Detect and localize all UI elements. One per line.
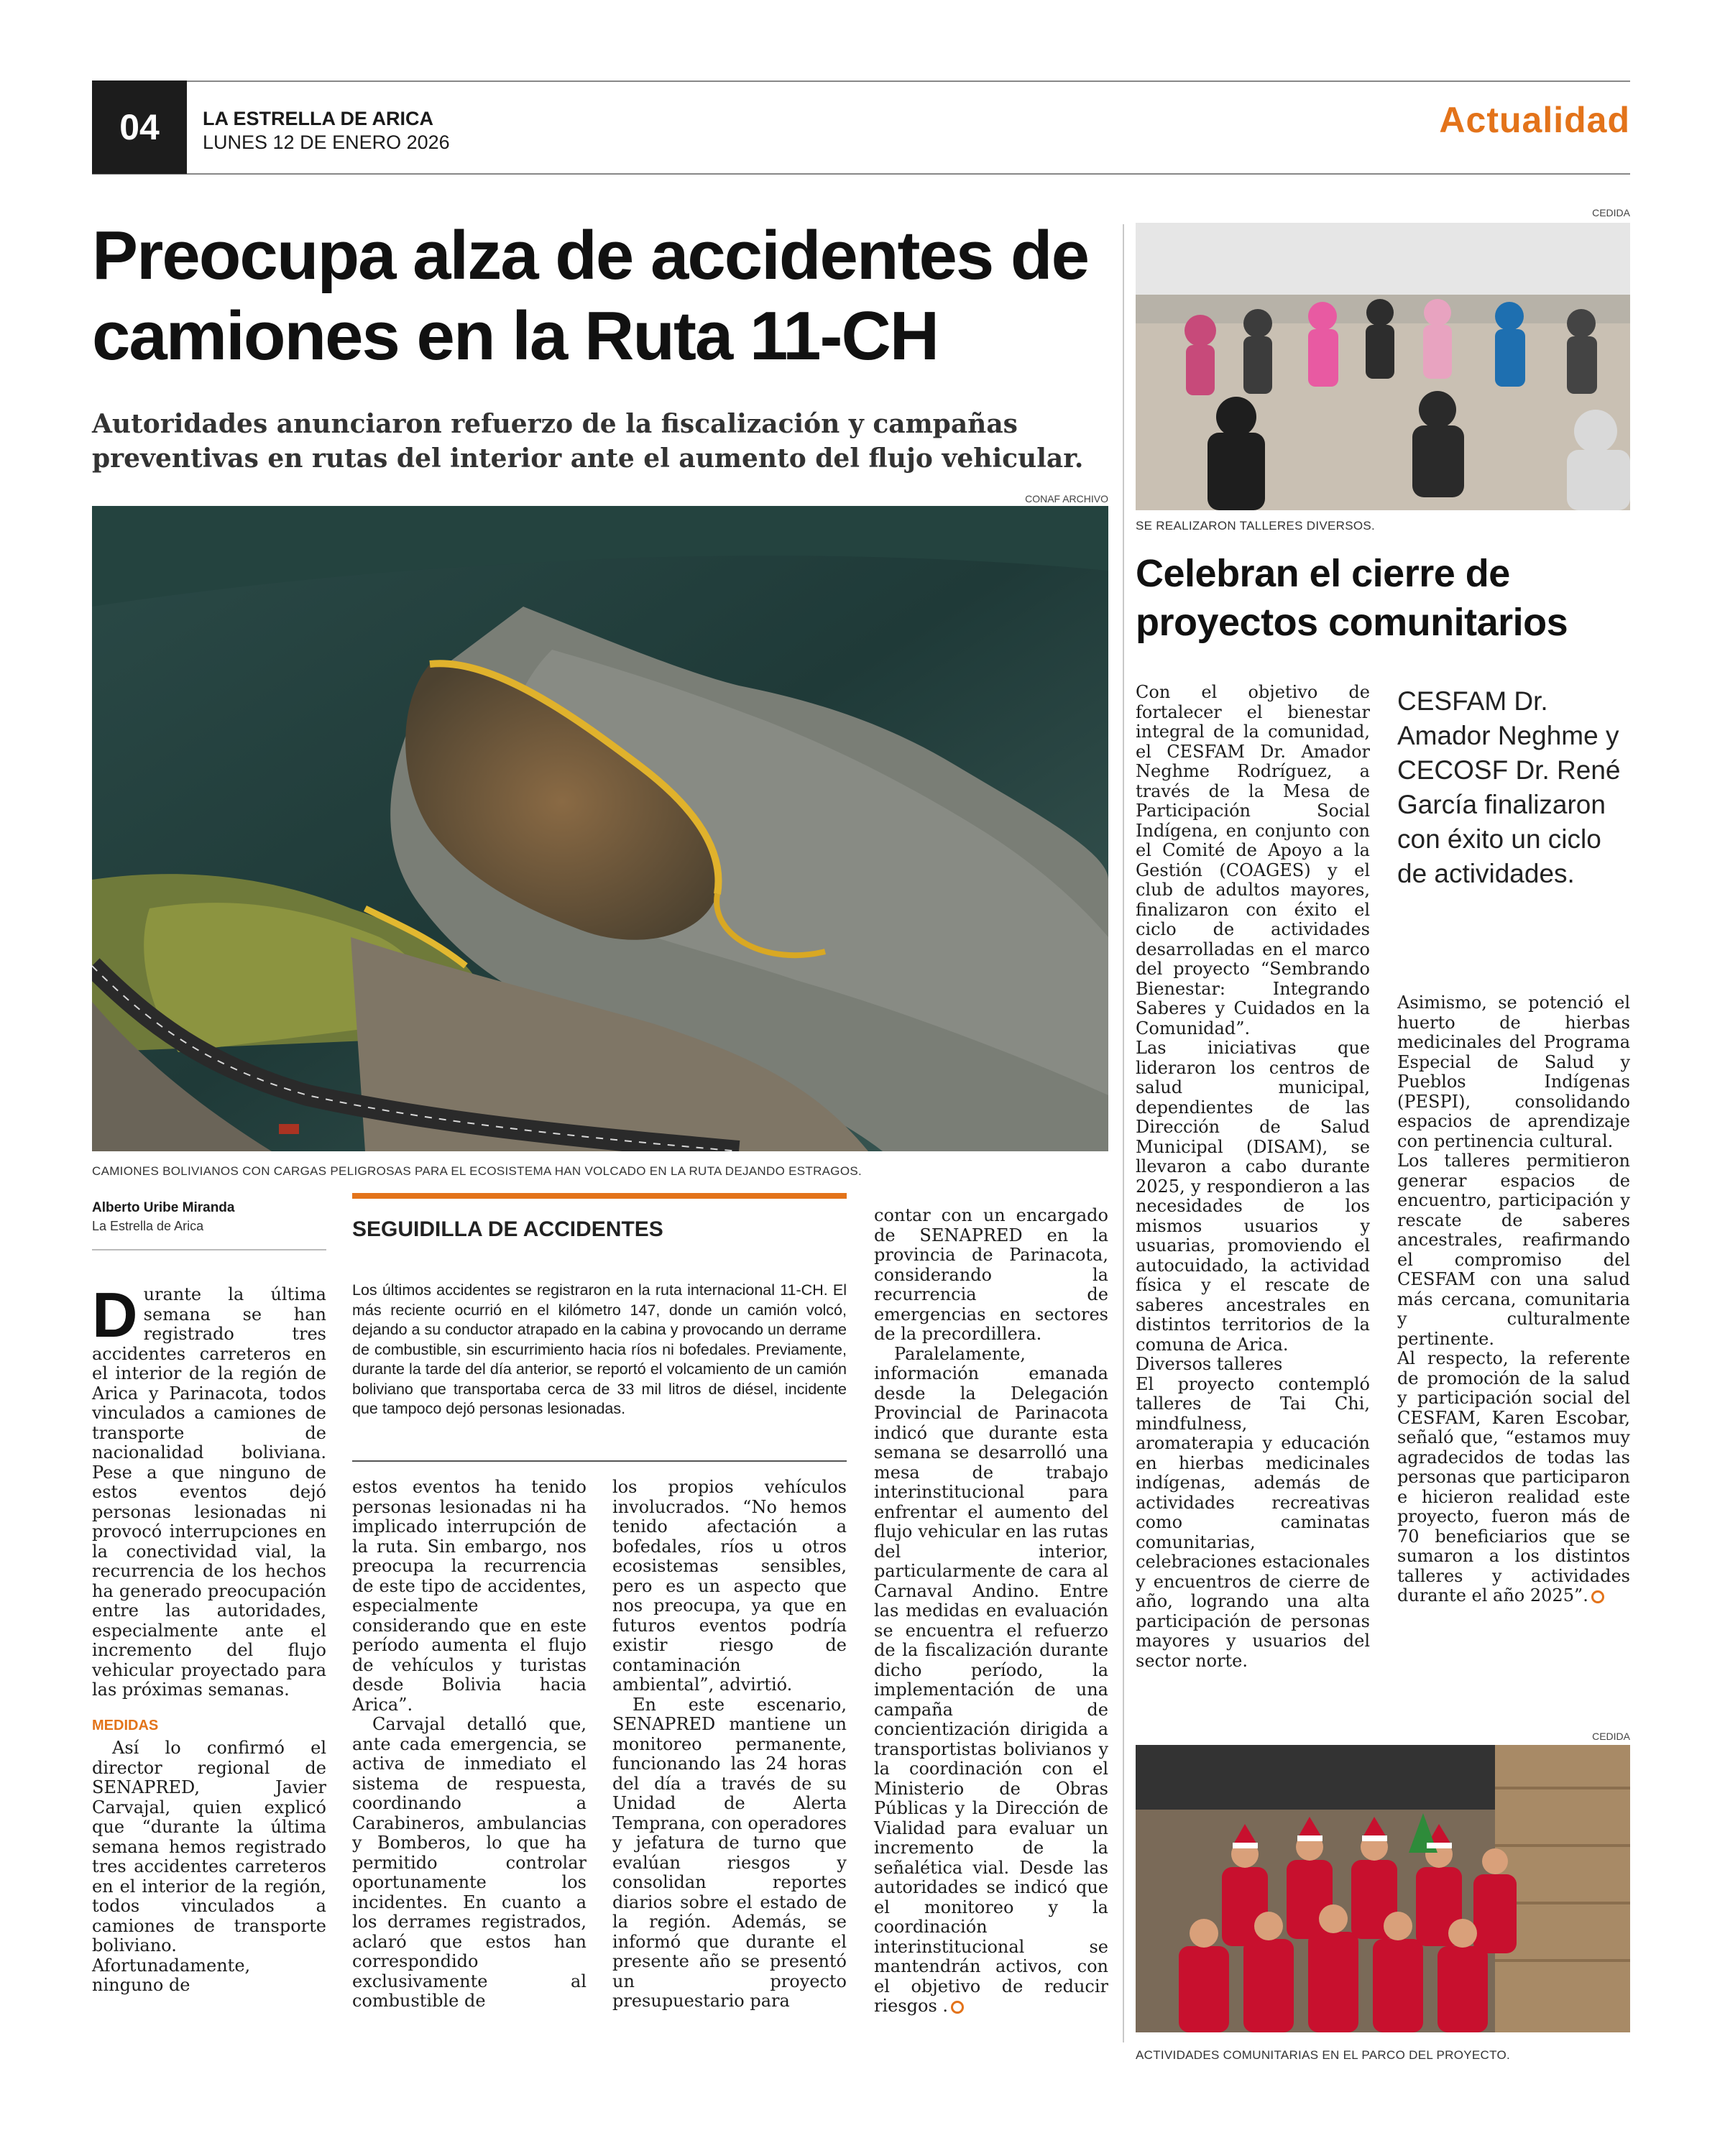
page-number: 04 [92, 80, 187, 174]
side-pull-quote: CESFAM Dr. Amador Neghme y CECOSF Dr. René García finalizaron con éxito un ciclo de actividades. [1397, 686, 1621, 888]
author-outlet: La Estrella de Arica [92, 1219, 204, 1233]
end-of-article-icon [951, 2001, 964, 2014]
author-name: Alberto Uribe Miranda [92, 1200, 235, 1215]
side-headline: Celebran el cierre de proyectos comunitarios [1136, 552, 1568, 644]
main-paragraph-8: Paralelamente, información emanada desde la Delegación Provincial de Parinacota indicó que durante esta semana se desarrolló una mesa de trabajo interinstitucional para enfrentar el aumento del flujo vehicular en las rutas del interior, particularmente de cara al Carnaval Andino. Entre las medidas en evaluación se encuentra el refuerzo de la fiscalización durante dicho período, la implementación de una campaña de concientización dirigida a transportistas bolivianos y la coordinación con el Ministerio de Obras Públicas y la Dirección de Vialidad para evaluar un incremento de la señalética vial. Desde las autoridades se indicó que el monitoreo y la coordinación interinstitucional se mantendrán activos, con el objetivo de reducir riesgos . [874, 1343, 1108, 2016]
main-paragraph-2: Así lo confirmó el director regional de SENAPRED, Javier Carvajal, quien explicó que “durante la última semana hemos registrado tres accidentes carreteros en el interior de la región, todos vinculados a camiones de transporte boliviano. Afortunadamente, ninguno de [92, 1738, 326, 1995]
main-headline: Preocupa alza de accidentes de camiones en la Ruta 11-CH [92, 217, 1088, 374]
main-photo-aerial-lagoon [92, 506, 1108, 1151]
side-paragraph-5: Los talleres permitieron generar espacios de encuentro, participación y rescate de saberes ancestrales, reafirmando el compromiso del CESFAM con una salud más cercana, comunitaria y culturalmente pertinente. [1397, 1151, 1630, 1349]
main-paragraph-6: En este escenario, SENAPRED mantiene un monitoreo permanente, funcionando las 24 horas del día a través de su Unidad de Alerta Temprana, con operadores y jefatura de turno que evalúan riesgos y consolidan reportes diarios sobre el estado de la región. Además, se informó que durante el presente año se presentó un proyecto presupuestario para [612, 1694, 847, 2011]
sidebar-box-title: SEGUIDILLA DE ACCIDENTES [352, 1217, 663, 1241]
side-column-2 [1397, 993, 1630, 1719]
side-paragraph-6: Al respecto, la referente de promoción de la salud y participación social del CESFAM, Karen Escobar, señaló que, “estamos muy agradecidos de todas las personas que participaron e hicieron realidad este proyecto, fueron más de 70 beneficiarios que se sumaron a los distintos talleres y actividades durante el año 2025”. [1397, 1348, 1630, 1606]
side-photo-2-credit: CEDIDA [1592, 1731, 1630, 1742]
drop-cap: D [92, 1279, 138, 1350]
section-label: Actualidad [1439, 100, 1630, 140]
header-top-rule [92, 80, 1630, 82]
sidebar-box-text: Los últimos accidentes se registraron en la ruta internacional 11-CH. El más reciente ocurrió en el kilómetro 147, donde un camión volcó, dejando a su conductor atrapado en la cabina y provocando un derrame de combustible, sin escurrimiento hacia ríos ni bofedales. Previamente, durante la tarde del día anterior, se reportó el volcamiento de un camión boliviano que transportaba cerca de 33 mil litros de diésel, incidente que tampoco dejó personas lesionadas. [352, 1281, 847, 1417]
side-photo-1-caption: SE REALIZARON TALLERES DIVERSOS. [1136, 519, 1376, 533]
main-photo-caption: CAMIONES BOLIVIANOS CON CARGAS PELIGROSAS PARA EL ECOSISTEMA HAN VOLCADO EN LA RUTA DEJANDO ESTRAGOS. [92, 1164, 862, 1178]
main-paragraph-5: los propios vehículos involucrados. “No hemos tenido afectación a bofedales, ríos u otros ecosistemas sensibles, pero es un aspecto que nos preocupa, ya que en futuros eventos podría existir riesgo de contaminación ambiental”, advirtió. [612, 1477, 847, 1695]
side-paragraph-4: Asimismo, se potenció el huerto de hierbas medicinales del Programa Especial de Salud y Pueblos Indígenas (PESPI), consolidando espacios de aprendizaje con pertinencia cultural. [1397, 992, 1630, 1151]
side-subhead: Diversos talleres [1136, 1354, 1283, 1374]
main-paragraph-4: Carvajal detalló que, ante cada emergencia, se activa de inmediato el sistema de respuesta, coordinando a Carabineros, ambulancias y Bomberos, lo que ha permitido controlar oportunamente los incidentes. En cuanto a los derrames registrados, aclaró que estos han correspondido exclusivamente al combustible de [352, 1714, 586, 2011]
main-column-4 [874, 1206, 1108, 2068]
main-column-1 [92, 1279, 326, 2061]
main-subhead: MEDIDAS [92, 1717, 159, 1733]
side-paragraph-2: Las iniciativas que lideraron los centros de salud municipal, dependientes de las Dirección de Salud Municipal (DISAM), se llevaron a cabo durante 2025, y respondieron a las necesidades de los mismos usuarios y usuarias, promoviendo el autocuidado, la actividad física y el rescate de saberes ancestrales en distintos territorios de la comuna de Arica. [1136, 1038, 1370, 1355]
main-paragraph-1: urante la última semana se han registrado tres accidentes carreteros en el interior de la región de Arica y Parinacota, todos vinculados a camiones de transporte de nacionalidad boliviana. Pese a que ninguno de estos eventos dejó personas lesionadas ni provocó interrupciones en la conectividad vial, la recurrencia de los hechos ha generado preocupación entre las autoridades, especialmente ante el incremento del flujo vehicular proyectado para las próximas semanas. [92, 1284, 326, 1700]
main-deck: Autoridades anunciaron refuerzo de la fiscalización y campañas preventivas en rutas del interior ante el aumento del flujo vehicular. [92, 409, 1084, 474]
side-photo-group-christmas [1136, 1745, 1630, 2032]
main-column-3 [612, 1478, 847, 2067]
sidebar-box-accent-bar [352, 1193, 847, 1199]
column-divider [1123, 224, 1124, 2042]
side-paragraph-1: Con el objetivo de fortalecer el bienestar integral de la comunidad, el CESFAM Dr. Amador Neghme Rodríguez, a través de la Mesa de Participación Social Indígena, en conjunto con el Comité de Apoyo a la Gestión (COAGES) y el club de adultos mayores, finalizaron con éxito el ciclo de actividades desarrolladas en el marco del proyecto “Sembrando Bienestar: Integrando Saberes y Cuidados en la Comunidad”. [1136, 682, 1370, 1038]
side-photo-1-credit: CEDIDA [1592, 207, 1630, 218]
main-photo-credit: CONAF ARCHIVO [1025, 493, 1108, 505]
end-of-side-article-icon [1591, 1590, 1604, 1603]
main-paragraph-7: contar con un encargado de SENAPRED en la provincia de Parinacota, considerando la recurrencia de emergencias en sectores de la precordillera. [874, 1205, 1108, 1344]
side-paragraph-3: El proyecto contempló talleres de Tai Chi, mindfulness, aromaterapia y educación en hierbas medicinales indígenas, además de actividades recreativas como caminatas comunitarias, celebraciones estacionales y encuentros de cierre de año, logrando una alta participación de personas mayores y usuarios del sector norte. [1136, 1373, 1370, 1671]
issue-date: LUNES 12 DE ENERO 2026 [203, 132, 450, 153]
main-column-2 [352, 1478, 586, 2067]
newspaper-name: LA ESTRELLA DE ARICA [203, 108, 433, 129]
header-bottom-rule [92, 173, 1630, 175]
main-paragraph-3: estos eventos ha tenido personas lesionadas ni ha implicado interrupción de la ruta. Sin embargo, nos preocupa la recurrencia de este tipo de accidentes, especialmente considerando que en este período aumenta el flujo de vehículos y turistas desde Bolivia hacia Arica”. [352, 1477, 586, 1715]
sidebar-box-divider [352, 1460, 847, 1462]
author-divider [92, 1249, 326, 1250]
side-photo-2-caption: ACTIVIDADES COMUNITARIAS EN EL PARCO DEL PROYECTO. [1136, 2048, 1510, 2062]
side-column-1 [1136, 683, 1370, 1718]
side-photo-workshop-circle [1136, 223, 1630, 510]
